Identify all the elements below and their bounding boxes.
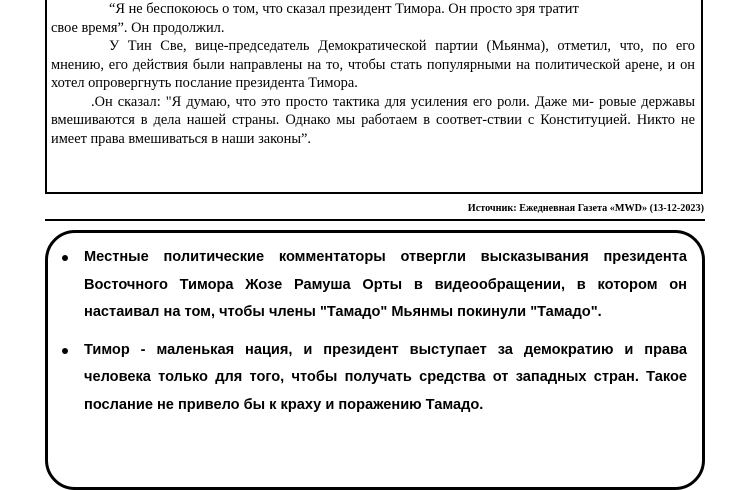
article-paragraph-2 <box>51 37 695 93</box>
bullet-icon <box>62 255 68 261</box>
summary-item-text: Тимор - маленькая нация, и президент выступает за демократию и права человека только для того, чтобы получать средства от западных стран. Такое послание не привело бы к краху и поражению Тамадо. <box>84 341 687 413</box>
article-p1-line2: свое время”. Он продолжил. <box>51 19 225 36</box>
article-p3-line1: .Он сказал: "Я думаю, что это просто тактика для усиления его роли. Даже ми- <box>91 93 594 110</box>
summary-list <box>84 244 687 429</box>
article-p2-line1: У Тин Све, вице-председатель Демократической партии (Мьянма), отметил, <box>109 38 611 54</box>
summary-item-text: Местные политические комментаторы отвергли высказывания президента Восточного Тимора Жозе Рамуша Орты в видеообращении, в котором он настаивал на том, чтобы члены "Тамадо" Мьянмы покинули "Тамадо". <box>84 249 687 320</box>
summary-item <box>84 244 687 327</box>
article-p1-line1: “Я не беспокоюсь о том, что сказал президент Тимора. Он просто зря тратит <box>109 1 579 17</box>
article-p2-rest: что, по его мнению, его действия были направлены на то, чтобы стать популярными на политической арене, и он хотел опровергнуть послание президента Тимора. <box>51 38 695 91</box>
section-divider <box>45 219 705 221</box>
source-citation: Источник: Ежедневная Газета «MWD» (13-12-2023) <box>467 203 704 214</box>
article-paragraph-3 <box>51 93 695 149</box>
bullet-icon <box>62 348 68 354</box>
summary-item <box>84 337 687 420</box>
article-paragraph-1 <box>51 0 695 37</box>
article-quote-box <box>45 0 703 194</box>
article-p3-rest: ровые державы вмешиваются в дела нашей страны. Однако мы работаем в соответ-ствии с Конституцией. Никто не имеет права вмешиваться в наши законы”. <box>51 93 695 147</box>
